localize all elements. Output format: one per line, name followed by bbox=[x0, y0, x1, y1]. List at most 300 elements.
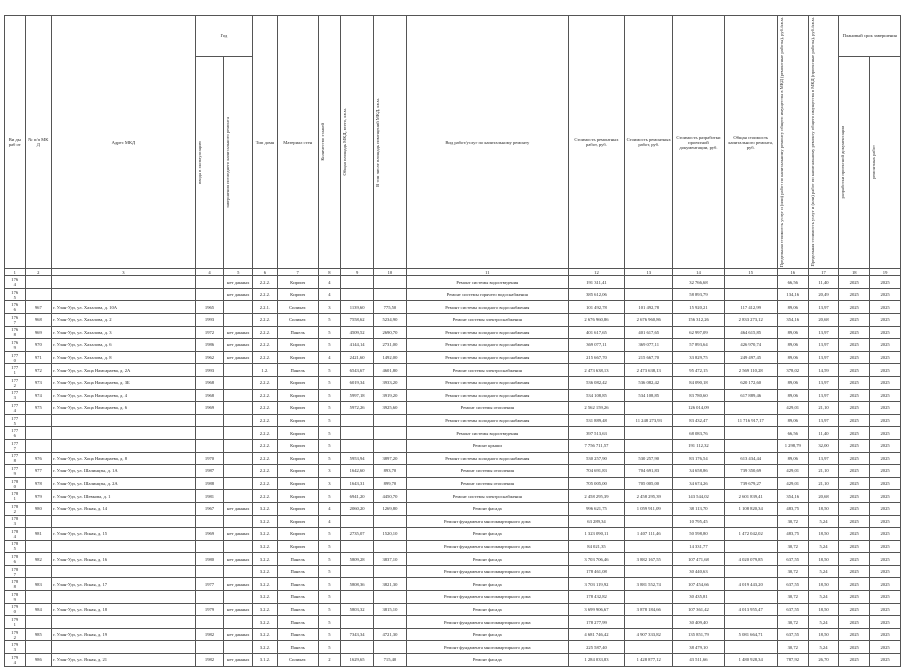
cell-plan-repair: 2025 bbox=[870, 603, 901, 616]
cell-address bbox=[52, 540, 196, 553]
table-row bbox=[5, 439, 901, 452]
cell-plan-design: 2025 bbox=[839, 616, 870, 629]
cell-year-last-repair bbox=[224, 314, 253, 327]
cell-cost-repair: 225 587,40 bbox=[568, 641, 624, 654]
cell-area-premises: 899,70 bbox=[374, 477, 407, 490]
cell-year-commission: 1981 bbox=[195, 490, 224, 503]
cell-total-cost bbox=[724, 641, 777, 654]
cell-num: 971 bbox=[25, 351, 52, 364]
cell-floors: 5 bbox=[318, 389, 341, 402]
table-row bbox=[5, 477, 901, 490]
cell-work: Ремонт системы холодного водоснабжения bbox=[406, 326, 568, 339]
cell-address bbox=[52, 515, 196, 528]
cell-limit-design: 21,10 bbox=[808, 402, 839, 415]
cell-address: г. Улан-Удэ, ул. Ясная, д. 21 bbox=[52, 654, 196, 667]
cell-vid: 177 6 bbox=[5, 427, 26, 440]
cell-year-commission bbox=[195, 414, 224, 427]
table-row bbox=[5, 465, 901, 478]
cell-plan-repair: 2025 bbox=[870, 351, 901, 364]
cell-address bbox=[52, 414, 196, 427]
cell-vid: 178 2 bbox=[5, 502, 26, 515]
cell-area-premises bbox=[374, 439, 407, 452]
cell-plan-repair: 2025 bbox=[870, 515, 901, 528]
cell-material: Кирпич bbox=[277, 339, 318, 352]
cell-area-premises: 3919,20 bbox=[374, 389, 407, 402]
cell-area: 5997,18 bbox=[341, 389, 374, 402]
cell-cost-design: 30 435,81 bbox=[673, 591, 724, 604]
cell-total-cost: 1 472 042,02 bbox=[724, 528, 777, 541]
cell-cost-repair-total: 1 059 911,09 bbox=[625, 502, 673, 515]
cell-plan-repair: 2025 bbox=[870, 427, 901, 440]
cell-limit-design: 26,70 bbox=[808, 654, 839, 667]
header-area-premises: В том числе площадь помещений МКД, кв.м. bbox=[374, 16, 407, 269]
cell-plan-repair: 2025 bbox=[870, 339, 901, 352]
cell-year-commission bbox=[195, 276, 224, 289]
cell-year-last-repair: нет данных bbox=[224, 502, 253, 515]
table-row bbox=[5, 351, 901, 364]
cell-cost-repair: 178 277,99 bbox=[568, 616, 624, 629]
cell-plan-design: 2025 bbox=[839, 528, 870, 541]
cell-type: 2.2.2. bbox=[253, 452, 278, 465]
cell-year-commission bbox=[195, 565, 224, 578]
cell-vid: 178 9 bbox=[5, 591, 26, 604]
cell-cost-design: 156 312,26 bbox=[673, 314, 724, 327]
cell-work: Ремонт системы электроснабжения bbox=[406, 490, 568, 503]
cell-work: Ремонт системы водоотведения bbox=[406, 427, 568, 440]
cell-area-premises: 5234,90 bbox=[374, 314, 407, 327]
cell-type: 3.2.2. bbox=[253, 565, 278, 578]
cell-work: Ремонт фундамента многоквартирного дома bbox=[406, 515, 568, 528]
cell-cost-repair: 63 289,34 bbox=[568, 515, 624, 528]
cell-type: 2.2.2. bbox=[253, 326, 278, 339]
cell-limit-design: 20,68 bbox=[808, 490, 839, 503]
cell-num: 967 bbox=[25, 301, 52, 314]
cell-plan-design: 2025 bbox=[839, 578, 870, 591]
cell-cost-design: 10 795,45 bbox=[673, 515, 724, 528]
cell-work: Ремонт фасада bbox=[406, 553, 568, 566]
cell-vid: 179 3 bbox=[5, 641, 26, 654]
cell-plan-design: 2025 bbox=[839, 376, 870, 389]
cell-plan-repair: 2025 bbox=[870, 654, 901, 667]
cell-area: 5809,28 bbox=[341, 553, 374, 566]
cell-type: 2.2.2. bbox=[253, 427, 278, 440]
cell-address: г. Улан-Удэ, ул. Хахалова, д. 10А bbox=[52, 301, 196, 314]
cell-plan-repair: 2025 bbox=[870, 389, 901, 402]
cell-limit-repair: 429,01 bbox=[777, 465, 808, 478]
cell-material: Панель bbox=[277, 578, 318, 591]
cell-material: Кирпич bbox=[277, 540, 318, 553]
cell-plan-repair: 2025 bbox=[870, 540, 901, 553]
cell-area-premises: 4450,70 bbox=[374, 490, 407, 503]
cell-cost-repair-total bbox=[625, 427, 673, 440]
cell-year-last-repair: нет данных bbox=[224, 288, 253, 301]
cell-vid: 179 2 bbox=[5, 628, 26, 641]
cell-vid: 178 6 bbox=[5, 553, 26, 566]
cell-work: Ремонт системы холодного водоснабжения bbox=[406, 389, 568, 402]
cell-area-premises bbox=[374, 616, 407, 629]
cell-year-last-repair: нет данных bbox=[224, 654, 253, 667]
cell-area bbox=[341, 414, 374, 427]
cell-cost-design: 83 432,47 bbox=[673, 414, 724, 427]
cell-area: 1642,60 bbox=[341, 465, 374, 478]
cell-floors: 5 bbox=[318, 314, 341, 327]
cell-address: г. Улан-Удэ, ул. Ясная, д. 15 bbox=[52, 528, 196, 541]
cell-year-commission: 1986 bbox=[195, 339, 224, 352]
cell-year-last-repair bbox=[224, 452, 253, 465]
cell-cost-repair-total bbox=[625, 591, 673, 604]
table-row bbox=[5, 301, 901, 314]
cell-material: Кирпич bbox=[277, 528, 318, 541]
table-row bbox=[5, 427, 901, 440]
cell-area: 2421,60 bbox=[341, 351, 374, 364]
table-row bbox=[5, 276, 901, 289]
cell-limit-repair: 378,02 bbox=[777, 364, 808, 377]
cell-area: 5803,32 bbox=[341, 603, 374, 616]
cell-year-commission bbox=[195, 439, 224, 452]
cell-limit-design: 11,40 bbox=[808, 427, 839, 440]
cell-plan-design: 2025 bbox=[839, 351, 870, 364]
table-row bbox=[5, 591, 901, 604]
column-number: 4 bbox=[195, 269, 224, 276]
cell-cost-design: 30 440,63 bbox=[673, 565, 724, 578]
table-row bbox=[5, 616, 901, 629]
cell-floors: 5 bbox=[318, 364, 341, 377]
cell-total-cost: 249 497,45 bbox=[724, 351, 777, 364]
cell-limit-repair: 66,56 bbox=[777, 276, 808, 289]
cell-year-commission: 1993 bbox=[195, 364, 224, 377]
cell-address: г. Улан-Удэ, ул. Ясная, д. 16 bbox=[52, 553, 196, 566]
table-row bbox=[5, 654, 901, 667]
cell-work: Ремонт фундамента многоквартирного дома bbox=[406, 540, 568, 553]
cell-year-commission: 1972 bbox=[195, 326, 224, 339]
cell-limit-repair: 429,01 bbox=[777, 477, 808, 490]
column-number: 6 bbox=[253, 269, 278, 276]
table-row bbox=[5, 603, 901, 616]
header-area: Общая площадь МКД, всего, кв.м. bbox=[341, 16, 374, 269]
cell-limit-repair: 637,55 bbox=[777, 603, 808, 616]
cell-total-cost: 464 615,85 bbox=[724, 326, 777, 339]
cell-cost-design: 32 766,68 bbox=[673, 276, 724, 289]
cell-cost-repair: 215 667,70 bbox=[568, 351, 624, 364]
cell-material: Кирпич bbox=[277, 477, 318, 490]
cell-plan-design: 2025 bbox=[839, 326, 870, 339]
cell-limit-design: 14,59 bbox=[808, 364, 839, 377]
cell-cost-repair: 3 699 906,67 bbox=[568, 603, 624, 616]
table-row bbox=[5, 490, 901, 503]
cell-address bbox=[52, 616, 196, 629]
header-cost-design: Стоимость разработки проектной документации, руб. bbox=[673, 16, 724, 269]
cell-area-premises: 4601,80 bbox=[374, 364, 407, 377]
column-number: 19 bbox=[870, 269, 901, 276]
cell-material: Кирпич bbox=[277, 351, 318, 364]
column-number: 18 bbox=[839, 269, 870, 276]
cell-floors: 5 bbox=[318, 439, 341, 452]
cell-year-last-repair: нет данных bbox=[224, 528, 253, 541]
cell-area bbox=[341, 540, 374, 553]
cell-limit-design: 13,97 bbox=[808, 452, 839, 465]
cell-cost-design: 83 176,54 bbox=[673, 452, 724, 465]
cell-floors: 5 bbox=[318, 452, 341, 465]
cell-cost-repair: 178 461,08 bbox=[568, 565, 624, 578]
cell-plan-design: 2025 bbox=[839, 301, 870, 314]
cell-total-cost: 613 434,44 bbox=[724, 452, 777, 465]
cell-area-premises bbox=[374, 515, 407, 528]
cell-work: Ремонт фундамента многоквартирного дома bbox=[406, 641, 568, 654]
cell-vid: 177 8 bbox=[5, 452, 26, 465]
cell-num bbox=[25, 439, 52, 452]
cell-vid: 176 8 bbox=[5, 326, 26, 339]
table-row bbox=[5, 628, 901, 641]
cell-floors: 5 bbox=[318, 565, 341, 578]
cell-num: 968 bbox=[25, 314, 52, 327]
cell-total-cost: 117 412,99 bbox=[724, 301, 777, 314]
cell-year-commission: 1969 bbox=[195, 528, 224, 541]
column-number: 16 bbox=[777, 269, 808, 276]
cell-plan-repair: 2025 bbox=[870, 439, 901, 452]
cell-floors: 5 bbox=[318, 490, 341, 503]
cell-num: 975 bbox=[25, 402, 52, 415]
cell-address bbox=[52, 276, 196, 289]
cell-cost-repair-total: 536 082,42 bbox=[625, 376, 673, 389]
cell-year-commission: 1962 bbox=[195, 351, 224, 364]
cell-floors: 5 bbox=[318, 553, 341, 566]
cell-cost-repair-total: 530 257,90 bbox=[625, 452, 673, 465]
column-number: 13 bbox=[625, 269, 673, 276]
cell-limit-repair: 637,55 bbox=[777, 628, 808, 641]
cell-plan-repair: 2025 bbox=[870, 276, 901, 289]
cell-floors: 5 bbox=[318, 414, 341, 427]
cell-total-cost: 2 833 273,12 bbox=[724, 314, 777, 327]
column-number: 2 bbox=[25, 269, 52, 276]
cell-floors: 5 bbox=[318, 616, 341, 629]
cell-area-premises bbox=[374, 276, 407, 289]
cell-plan-design: 2025 bbox=[839, 490, 870, 503]
cell-area: 4144,14 bbox=[341, 339, 374, 352]
cell-total-cost: 4 013 955,47 bbox=[724, 603, 777, 616]
cell-limit-design: 5,24 bbox=[808, 616, 839, 629]
cell-cost-repair: 385 612,06 bbox=[568, 288, 624, 301]
cell-cost-repair: 531 889,48 bbox=[568, 414, 624, 427]
cell-plan-repair: 2025 bbox=[870, 628, 901, 641]
cell-material: Кирпич bbox=[277, 439, 318, 452]
cell-type: 3.2.2. bbox=[253, 553, 278, 566]
cell-num: 977 bbox=[25, 465, 52, 478]
cell-vid: 177 3 bbox=[5, 389, 26, 402]
cell-cost-repair: 7 756 711,57 bbox=[568, 439, 624, 452]
cell-type: 3.1.2. bbox=[253, 654, 278, 667]
cell-year-last-repair bbox=[224, 616, 253, 629]
cell-cost-repair: 369 077,11 bbox=[568, 339, 624, 352]
cell-limit-design: 13,97 bbox=[808, 326, 839, 339]
cell-type: 3.2.2. bbox=[253, 603, 278, 616]
cell-num bbox=[25, 288, 52, 301]
cell-work: Ремонт фундамента многоквартирного дома bbox=[406, 616, 568, 629]
cell-limit-repair: 354,16 bbox=[777, 314, 808, 327]
cell-address: г. Улан-Удэ, ул. Хоца Намсараева, д. 8 bbox=[52, 452, 196, 465]
cell-material: Панель bbox=[277, 326, 318, 339]
cell-cost-repair-total: 3 882 167,55 bbox=[625, 553, 673, 566]
cell-cost-repair: 401 617,65 bbox=[568, 326, 624, 339]
cell-cost-repair-total: 704 691,83 bbox=[625, 465, 673, 478]
cell-address: г. Улан-Удэ, ул. Хоца Намсараева, д. 2А bbox=[52, 364, 196, 377]
cell-total-cost: 1 480 928,34 bbox=[724, 654, 777, 667]
cell-cost-repair-total: 11 248 273,93 bbox=[625, 414, 673, 427]
cell-limit-design: 18,50 bbox=[808, 528, 839, 541]
cell-year-last-repair bbox=[224, 389, 253, 402]
column-number: 9 bbox=[341, 269, 374, 276]
table-row bbox=[5, 414, 901, 427]
cell-address: г. Улан-Удэ, ул. Ясная, д. 19 bbox=[52, 628, 196, 641]
cell-cost-repair-total: 101 492,78 bbox=[625, 301, 673, 314]
cell-plan-design: 2025 bbox=[839, 565, 870, 578]
cell-material: Кирпич bbox=[277, 502, 318, 515]
cell-cost-design: 14 331,77 bbox=[673, 540, 724, 553]
cell-cost-design: 191 112,32 bbox=[673, 439, 724, 452]
cell-cost-design: 38 113,70 bbox=[673, 502, 724, 515]
cell-vid: 179 4 bbox=[5, 654, 26, 667]
cell-year-commission bbox=[195, 591, 224, 604]
cell-cost-design: 84 090,18 bbox=[673, 376, 724, 389]
cell-area-premises: 1520,10 bbox=[374, 528, 407, 541]
cell-total-cost: 5 081 664,71 bbox=[724, 628, 777, 641]
cell-cost-repair: 2 458 295,39 bbox=[568, 490, 624, 503]
cell-material: Кирпич bbox=[277, 414, 318, 427]
cell-num: 970 bbox=[25, 339, 52, 352]
cell-limit-repair: 429,01 bbox=[777, 402, 808, 415]
cell-type: 3.2.2. bbox=[253, 540, 278, 553]
cell-limit-repair: 89,06 bbox=[777, 389, 808, 402]
cell-plan-design: 2025 bbox=[839, 477, 870, 490]
cell-cost-design: 57 893,64 bbox=[673, 339, 724, 352]
cell-limit-repair: 30,72 bbox=[777, 591, 808, 604]
column-number: 3 bbox=[52, 269, 196, 276]
cell-limit-repair: 30,72 bbox=[777, 616, 808, 629]
cell-cost-repair-total bbox=[625, 439, 673, 452]
cell-plan-design: 2025 bbox=[839, 288, 870, 301]
cell-area-premises: 3815,10 bbox=[374, 603, 407, 616]
cell-cost-design: 83 780,60 bbox=[673, 389, 724, 402]
cell-plan-design: 2025 bbox=[839, 654, 870, 667]
cell-material: Кирпич bbox=[277, 402, 318, 415]
cell-type: 2.2.2. bbox=[253, 402, 278, 415]
cell-area: 1629,65 bbox=[341, 654, 374, 667]
cell-cost-repair: 3 703 119,92 bbox=[568, 578, 624, 591]
cell-floors: 4 bbox=[318, 502, 341, 515]
cell-cost-repair-total: 2 676 960,86 bbox=[625, 314, 673, 327]
cell-num: 969 bbox=[25, 326, 52, 339]
cell-limit-design: 13,97 bbox=[808, 389, 839, 402]
cell-year-commission: 1977 bbox=[195, 578, 224, 591]
cell-floors: 5 bbox=[318, 540, 341, 553]
header-floors: Количество этажей bbox=[318, 16, 341, 269]
cell-address bbox=[52, 641, 196, 654]
cell-cost-repair: 4 681 746,42 bbox=[568, 628, 624, 641]
header-limit-repair: Предельная стоимость услуг и (или) работ по капитальному ремонту общего имущества в МКД (ремонтные работы), руб./кв.м. bbox=[777, 16, 808, 269]
cell-floors: 5 bbox=[318, 376, 341, 389]
cell-plan-design: 2025 bbox=[839, 364, 870, 377]
cell-num: 976 bbox=[25, 452, 52, 465]
cell-limit-design: 5,24 bbox=[808, 565, 839, 578]
cell-year-last-repair bbox=[224, 364, 253, 377]
cell-plan-design: 2025 bbox=[839, 427, 870, 440]
cell-plan-design: 2025 bbox=[839, 540, 870, 553]
cell-year-commission: 1982 bbox=[195, 654, 224, 667]
cell-num: 986 bbox=[25, 654, 52, 667]
cell-num: 981 bbox=[25, 528, 52, 541]
cell-type: 2.2.2. bbox=[253, 490, 278, 503]
cell-cost-repair-total bbox=[625, 641, 673, 654]
cell-num bbox=[25, 414, 52, 427]
table-row bbox=[5, 565, 901, 578]
column-number: 11 bbox=[406, 269, 568, 276]
cell-year-last-repair bbox=[224, 591, 253, 604]
cell-address bbox=[52, 427, 196, 440]
cell-plan-design: 2025 bbox=[839, 502, 870, 515]
cell-limit-repair: 483,75 bbox=[777, 502, 808, 515]
cell-area-premises: 4721,30 bbox=[374, 628, 407, 641]
cell-area: 5953,94 bbox=[341, 452, 374, 465]
cell-area: 6941,20 bbox=[341, 490, 374, 503]
cell-num: 982 bbox=[25, 553, 52, 566]
cell-address: г. Улан-Удэ, ул. Шалинцзы, д. 2А bbox=[52, 477, 196, 490]
cell-vid: 176 6 bbox=[5, 301, 26, 314]
cell-plan-design: 2025 bbox=[839, 641, 870, 654]
cell-area-premises bbox=[374, 414, 407, 427]
cell-floors: 5 bbox=[318, 528, 341, 541]
cell-cost-design: 34 674,26 bbox=[673, 477, 724, 490]
cell-plan-design: 2025 bbox=[839, 603, 870, 616]
cell-plan-repair: 2025 bbox=[870, 452, 901, 465]
table-row bbox=[5, 339, 901, 352]
cell-type: 2.2.2. bbox=[253, 288, 278, 301]
cell-cost-repair-total: 4 907 333,82 bbox=[625, 628, 673, 641]
cell-year-commission bbox=[195, 427, 224, 440]
cell-num bbox=[25, 616, 52, 629]
cell-vid: 177 0 bbox=[5, 351, 26, 364]
cell-address: г. Улан-Удэ, ул. Хахалова, д. 8 bbox=[52, 351, 196, 364]
cell-year-last-repair: нет данных bbox=[224, 553, 253, 566]
cell-num: 980 bbox=[25, 502, 52, 515]
cell-plan-repair: 2025 bbox=[870, 288, 901, 301]
cell-material: Кирпич bbox=[277, 490, 318, 503]
cell-work: Ремонт фасада bbox=[406, 628, 568, 641]
cell-limit-repair: 89,06 bbox=[777, 339, 808, 352]
cell-type: 2.2.2. bbox=[253, 465, 278, 478]
column-number: 15 bbox=[724, 269, 777, 276]
cell-work: Ремонт фасада bbox=[406, 502, 568, 515]
cell-floors: 4 bbox=[318, 288, 341, 301]
cell-num bbox=[25, 515, 52, 528]
cell-cost-repair: 2 562 159,26 bbox=[568, 402, 624, 415]
table-row bbox=[5, 641, 901, 654]
cell-vid: 179 1 bbox=[5, 616, 26, 629]
cell-cost-design: 38 479,10 bbox=[673, 641, 724, 654]
cell-limit-repair: 89,06 bbox=[777, 326, 808, 339]
cell-limit-repair: 30,72 bbox=[777, 565, 808, 578]
cell-address: г. Улан-Удэ, ул. Шевкова, д. 1 bbox=[52, 490, 196, 503]
cell-work: Ремонт системы отопления bbox=[406, 465, 568, 478]
cell-address: г. Улан-Удэ, ул. Хоца Намсараева, д. 6 bbox=[52, 402, 196, 415]
cell-limit-design: 11,40 bbox=[808, 276, 839, 289]
cell-limit-repair: 89,06 bbox=[777, 376, 808, 389]
cell-total-cost: 739 679,27 bbox=[724, 477, 777, 490]
cell-address: г. Улан-Удэ, ул. Ясная, д. 17 bbox=[52, 578, 196, 591]
cell-type: 2.2.1. bbox=[253, 301, 278, 314]
cell-limit-repair: 787,92 bbox=[777, 654, 808, 667]
cell-area: 2735,07 bbox=[341, 528, 374, 541]
cell-type: 2.2.2. bbox=[253, 276, 278, 289]
cell-material: Панель bbox=[277, 616, 318, 629]
